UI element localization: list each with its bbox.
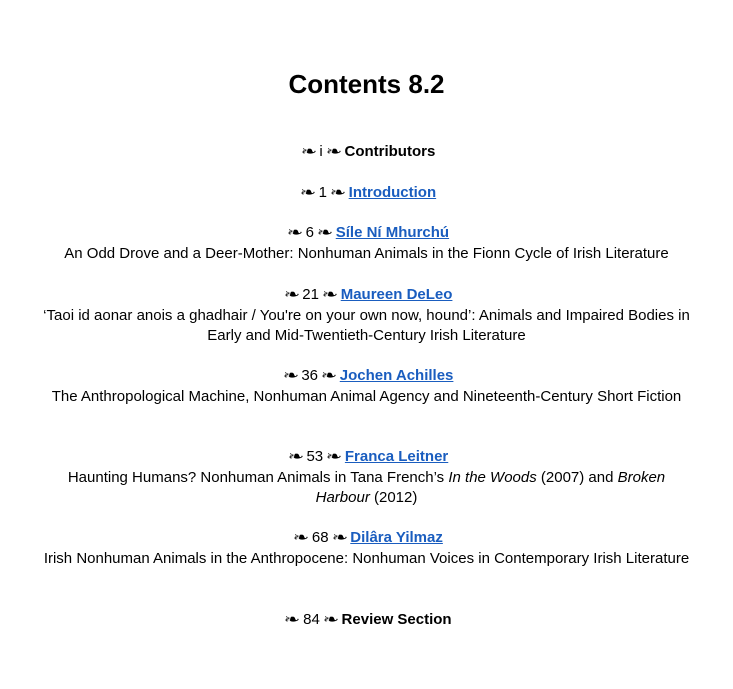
author-link[interactable]: Jochen Achilles: [339, 367, 454, 384]
fleuron-icon: ❧: [286, 224, 304, 240]
fleuron-icon: ❧: [316, 224, 334, 240]
author-link[interactable]: Síle Ní Mhurchú: [335, 224, 450, 241]
page-number: 1: [318, 184, 327, 201]
fleuron-icon: ❧: [299, 184, 316, 200]
page-number: i: [319, 143, 323, 160]
introduction-link[interactable]: Introduction: [348, 184, 437, 201]
section-label: Contributors: [344, 143, 436, 160]
book-title: Broken Harbour: [315, 468, 666, 506]
article-title-part: (2007) and: [536, 468, 618, 486]
page-number: 53: [306, 448, 324, 465]
fleuron-icon: ❧: [292, 529, 310, 545]
article-title: The Anthropological Machine, Nonhuman Animal Agency and Nineteenth-Century Short Fiction: [51, 387, 682, 405]
page-number: 6: [305, 224, 314, 241]
article-title: ‘Taoi id aonar anois a ghadhair / You're on your own now, hound’: Animals and Impaired Bodies in Early and Mid-Twentieth-Century Irish Literature: [43, 306, 690, 344]
article-title: Irish Nonhuman Animals in the Anthropocene: Nonhuman Voices in Contemporary Irish Literature: [43, 549, 690, 567]
toc-entry-article: [40, 527, 693, 569]
fleuron-icon: ❧: [321, 286, 339, 302]
fleuron-icon: ❧: [300, 143, 317, 159]
fleuron-icon: ❧: [284, 611, 301, 627]
toc-entry-introduction: [40, 182, 693, 204]
toc-entry-article: [40, 446, 693, 509]
fleuron-icon: ❧: [320, 367, 338, 383]
fleuron-icon: ❧: [287, 448, 304, 464]
fleuron-icon: ❧: [329, 184, 347, 200]
fleuron-icon: ❧: [282, 367, 299, 383]
toc-entry-article: [40, 284, 693, 347]
fleuron-icon: ❧: [283, 286, 300, 302]
article-title-part: Haunting Humans? Nonhuman Animals in Tana French’s: [67, 468, 449, 486]
fleuron-icon: ❧: [325, 448, 343, 464]
toc-entry-article: [40, 222, 693, 264]
page-number: 21: [302, 286, 319, 303]
author-link[interactable]: Franca Leitner: [344, 448, 449, 465]
section-label: Review Section: [341, 611, 452, 628]
fleuron-icon: ❧: [325, 143, 342, 159]
toc-entry-article: [40, 365, 693, 407]
page-number: 36: [301, 367, 319, 384]
fleuron-icon: ❧: [331, 529, 348, 545]
page-number: 68: [311, 529, 329, 546]
fleuron-icon: ❧: [322, 611, 339, 627]
article-title: [40, 468, 693, 509]
page-title: Contents 8.2: [288, 69, 445, 99]
book-title: In the Woods: [448, 468, 537, 486]
article-title-part: (2012): [369, 489, 418, 506]
author-link[interactable]: Dilâra Yilmaz: [350, 529, 443, 546]
toc-entry-review-section: [40, 609, 693, 631]
article-title: An Odd Drove and a Deer-Mother: Nonhuman Animals in the Fionn Cycle of Irish Literature: [64, 244, 669, 262]
toc-entry-contributors: [40, 141, 693, 163]
author-link[interactable]: Maureen DeLeo: [340, 286, 453, 303]
page-number: 84: [303, 611, 320, 628]
